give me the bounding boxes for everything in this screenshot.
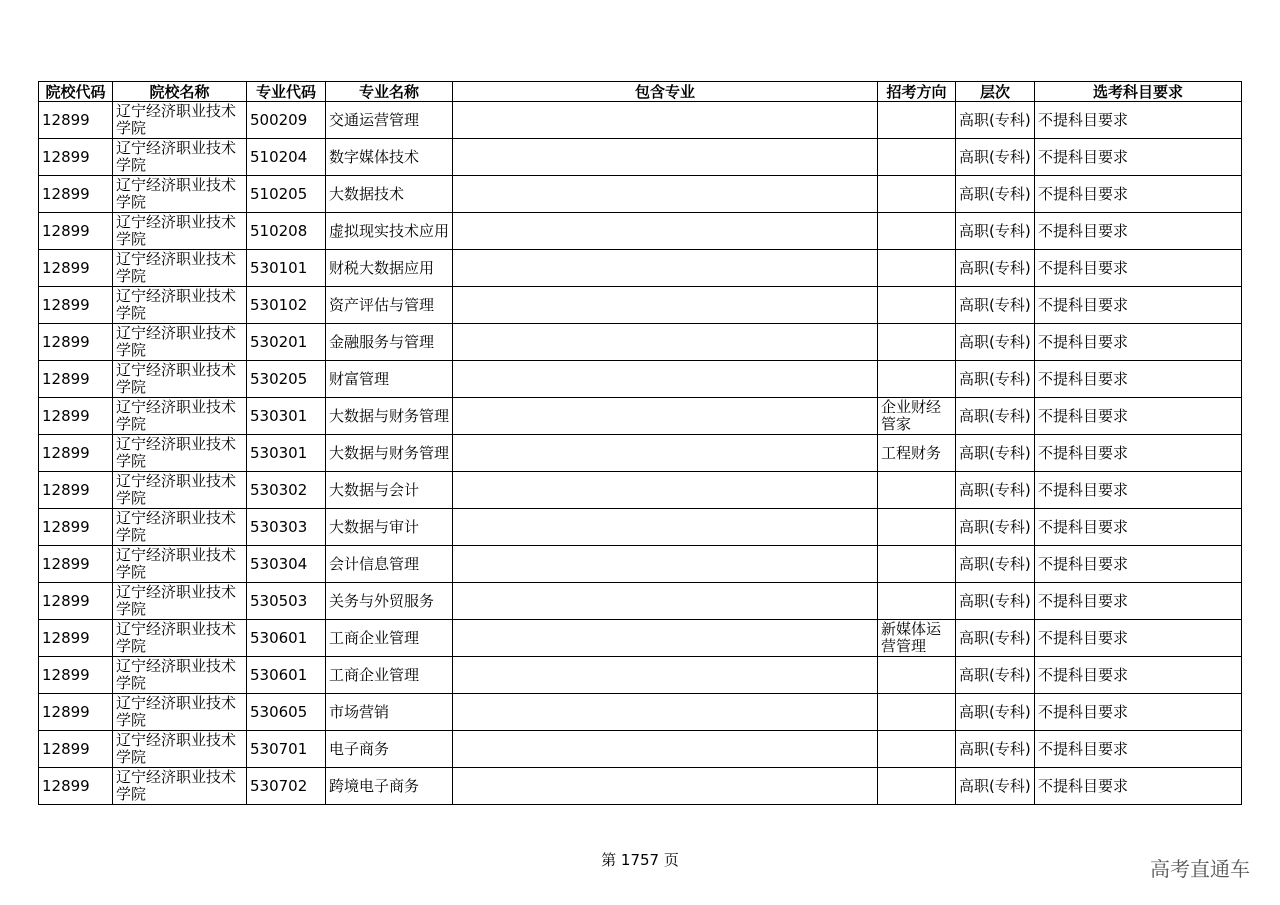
table-row [39,176,1242,213]
table-row [39,768,1242,805]
table-row [39,472,1242,509]
cell-major-code: 530201 [247,324,326,361]
cell-level: 高职(专科) [956,139,1035,176]
cell-major-name: 大数据与审计 [326,509,453,546]
cell-major-code: 530702 [247,768,326,805]
cell-direction [878,472,956,509]
cell-direction: 新媒体运营管理 [878,620,956,657]
cell-school-name: 辽宁经济职业技术学院 [113,250,247,287]
cell-major-name: 跨境电子商务 [326,768,453,805]
cell-major-code: 530701 [247,731,326,768]
cell-direction [878,583,956,620]
table-row [39,657,1242,694]
cell-included-majors [453,398,878,435]
cell-major-code: 500209 [247,102,326,139]
cell-included-majors [453,435,878,472]
cell-included-majors [453,250,878,287]
cell-subject-requirement: 不提科目要求 [1035,694,1242,731]
cell-school-name: 辽宁经济职业技术学院 [113,213,247,250]
cell-school-name: 辽宁经济职业技术学院 [113,546,247,583]
cell-included-majors [453,139,878,176]
cell-level: 高职(专科) [956,398,1035,435]
cell-subject-requirement: 不提科目要求 [1035,139,1242,176]
page-number: 第 1757 页 [601,851,679,869]
cell-included-majors [453,472,878,509]
cell-direction [878,102,956,139]
cell-major-name: 会计信息管理 [326,546,453,583]
cell-level: 高职(专科) [956,324,1035,361]
cell-school-code: 12899 [39,546,113,583]
cell-level: 高职(专科) [956,435,1035,472]
cell-level: 高职(专科) [956,694,1035,731]
table-row [39,398,1242,435]
cell-subject-requirement: 不提科目要求 [1035,583,1242,620]
header-direction: 招考方向 [878,82,956,102]
cell-school-code: 12899 [39,139,113,176]
cell-major-name: 电子商务 [326,731,453,768]
cell-school-name: 辽宁经济职业技术学院 [113,324,247,361]
cell-major-code: 510208 [247,213,326,250]
cell-school-name: 辽宁经济职业技术学院 [113,768,247,805]
cell-subject-requirement: 不提科目要求 [1035,250,1242,287]
cell-included-majors [453,361,878,398]
cell-school-code: 12899 [39,287,113,324]
table-row [39,435,1242,472]
cell-subject-requirement: 不提科目要求 [1035,361,1242,398]
table-row [39,546,1242,583]
cell-included-majors [453,546,878,583]
table-header-row [39,82,1242,102]
cell-direction [878,250,956,287]
cell-level: 高职(专科) [956,176,1035,213]
cell-school-code: 12899 [39,731,113,768]
cell-major-code: 530205 [247,361,326,398]
cell-level: 高职(专科) [956,657,1035,694]
cell-included-majors [453,509,878,546]
cell-major-code: 530601 [247,657,326,694]
cell-level: 高职(专科) [956,583,1035,620]
cell-level: 高职(专科) [956,768,1035,805]
cell-subject-requirement: 不提科目要求 [1035,509,1242,546]
cell-major-code: 530301 [247,435,326,472]
cell-major-name: 大数据与财务管理 [326,398,453,435]
cell-direction [878,731,956,768]
cell-subject-requirement: 不提科目要求 [1035,213,1242,250]
cell-school-name: 辽宁经济职业技术学院 [113,509,247,546]
cell-major-name: 数字媒体技术 [326,139,453,176]
cell-major-name: 虚拟现实技术应用 [326,213,453,250]
cell-direction [878,213,956,250]
cell-direction [878,176,956,213]
cell-level: 高职(专科) [956,546,1035,583]
cell-direction [878,287,956,324]
cell-school-name: 辽宁经济职业技术学院 [113,435,247,472]
cell-included-majors [453,583,878,620]
table-row [39,509,1242,546]
cell-subject-requirement: 不提科目要求 [1035,102,1242,139]
cell-major-code: 530605 [247,694,326,731]
table-row [39,250,1242,287]
cell-school-code: 12899 [39,657,113,694]
table-row [39,287,1242,324]
cell-school-name: 辽宁经济职业技术学院 [113,398,247,435]
table-row [39,324,1242,361]
cell-major-code: 530303 [247,509,326,546]
cell-school-code: 12899 [39,694,113,731]
header-major-name: 专业名称 [326,82,453,102]
admissions-table [38,81,1242,805]
cell-major-code: 530503 [247,583,326,620]
cell-level: 高职(专科) [956,509,1035,546]
table-row [39,213,1242,250]
cell-school-name: 辽宁经济职业技术学院 [113,287,247,324]
cell-direction [878,361,956,398]
table-row [39,694,1242,731]
cell-included-majors [453,657,878,694]
cell-level: 高职(专科) [956,250,1035,287]
cell-major-code: 530102 [247,287,326,324]
cell-major-name: 资产评估与管理 [326,287,453,324]
cell-subject-requirement: 不提科目要求 [1035,731,1242,768]
cell-school-name: 辽宁经济职业技术学院 [113,657,247,694]
cell-included-majors [453,287,878,324]
table-row [39,102,1242,139]
cell-included-majors [453,694,878,731]
cell-direction [878,324,956,361]
cell-subject-requirement: 不提科目要求 [1035,472,1242,509]
cell-school-code: 12899 [39,768,113,805]
cell-school-code: 12899 [39,250,113,287]
cell-direction [878,657,956,694]
cell-major-code: 530601 [247,620,326,657]
cell-level: 高职(专科) [956,620,1035,657]
cell-included-majors [453,731,878,768]
cell-major-name: 大数据与会计 [326,472,453,509]
header-included-majors: 包含专业 [453,82,878,102]
cell-major-name: 大数据技术 [326,176,453,213]
cell-direction [878,509,956,546]
cell-included-majors [453,176,878,213]
cell-school-name: 辽宁经济职业技术学院 [113,102,247,139]
cell-school-name: 辽宁经济职业技术学院 [113,583,247,620]
cell-direction [878,768,956,805]
cell-major-name: 关务与外贸服务 [326,583,453,620]
cell-level: 高职(专科) [956,731,1035,768]
table-row [39,361,1242,398]
cell-direction: 工程财务 [878,435,956,472]
cell-subject-requirement: 不提科目要求 [1035,657,1242,694]
watermark-text: 高考直通车 [1150,857,1250,881]
cell-school-code: 12899 [39,213,113,250]
cell-school-code: 12899 [39,324,113,361]
cell-school-code: 12899 [39,583,113,620]
cell-major-code: 510204 [247,139,326,176]
table-row [39,139,1242,176]
cell-subject-requirement: 不提科目要求 [1035,287,1242,324]
cell-direction [878,139,956,176]
cell-direction: 企业财经管家 [878,398,956,435]
cell-major-code: 510205 [247,176,326,213]
cell-subject-requirement: 不提科目要求 [1035,324,1242,361]
header-level: 层次 [956,82,1035,102]
cell-level: 高职(专科) [956,287,1035,324]
cell-school-name: 辽宁经济职业技术学院 [113,361,247,398]
cell-included-majors [453,213,878,250]
cell-school-code: 12899 [39,398,113,435]
cell-major-name: 工商企业管理 [326,657,453,694]
table-row [39,620,1242,657]
cell-subject-requirement: 不提科目要求 [1035,398,1242,435]
cell-school-code: 12899 [39,361,113,398]
cell-school-name: 辽宁经济职业技术学院 [113,694,247,731]
cell-included-majors [453,102,878,139]
cell-school-code: 12899 [39,102,113,139]
cell-school-code: 12899 [39,620,113,657]
cell-subject-requirement: 不提科目要求 [1035,768,1242,805]
cell-subject-requirement: 不提科目要求 [1035,546,1242,583]
table-row [39,583,1242,620]
cell-school-code: 12899 [39,509,113,546]
cell-major-code: 530301 [247,398,326,435]
cell-major-name: 大数据与财务管理 [326,435,453,472]
cell-included-majors [453,324,878,361]
cell-level: 高职(专科) [956,472,1035,509]
cell-major-name: 交通运营管理 [326,102,453,139]
cell-level: 高职(专科) [956,102,1035,139]
cell-major-code: 530304 [247,546,326,583]
cell-subject-requirement: 不提科目要求 [1035,620,1242,657]
cell-school-code: 12899 [39,472,113,509]
cell-school-name: 辽宁经济职业技术学院 [113,176,247,213]
table-body [39,102,1242,805]
cell-school-name: 辽宁经济职业技术学院 [113,472,247,509]
cell-major-code: 530101 [247,250,326,287]
cell-major-name: 市场营销 [326,694,453,731]
cell-subject-requirement: 不提科目要求 [1035,435,1242,472]
cell-school-name: 辽宁经济职业技术学院 [113,731,247,768]
table-row [39,731,1242,768]
cell-major-name: 金融服务与管理 [326,324,453,361]
cell-level: 高职(专科) [956,361,1035,398]
cell-direction [878,694,956,731]
cell-included-majors [453,768,878,805]
cell-school-code: 12899 [39,435,113,472]
header-major-code: 专业代码 [247,82,326,102]
cell-school-code: 12899 [39,176,113,213]
cell-major-name: 工商企业管理 [326,620,453,657]
cell-major-code: 530302 [247,472,326,509]
cell-school-name: 辽宁经济职业技术学院 [113,620,247,657]
cell-major-name: 财富管理 [326,361,453,398]
header-school-name: 院校名称 [113,82,247,102]
cell-included-majors [453,620,878,657]
cell-level: 高职(专科) [956,213,1035,250]
cell-major-name: 财税大数据应用 [326,250,453,287]
cell-subject-requirement: 不提科目要求 [1035,176,1242,213]
header-school-code: 院校代码 [39,82,113,102]
header-subject-requirement: 选考科目要求 [1035,82,1242,102]
cell-direction [878,546,956,583]
cell-school-name: 辽宁经济职业技术学院 [113,139,247,176]
